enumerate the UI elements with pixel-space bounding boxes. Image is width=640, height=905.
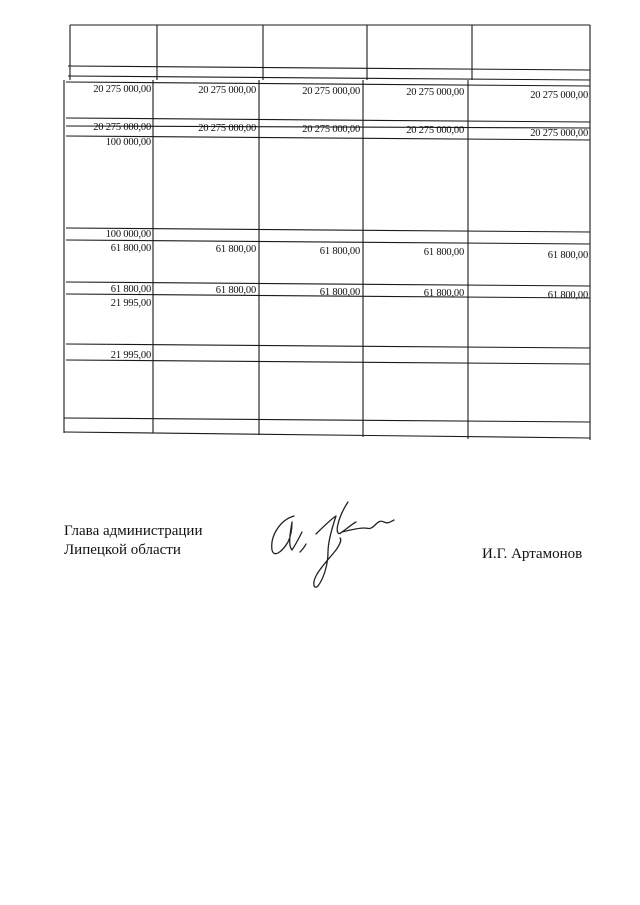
table-cell: 61 800,00: [110, 284, 151, 295]
signer-position-line2: Липецкой области: [64, 542, 181, 558]
table-cell: 20 275 000,00: [302, 86, 360, 97]
signer-position: [64, 522, 202, 560]
table-cell: 20 275 000,00: [530, 128, 588, 139]
table-cell: 61 800,00: [423, 247, 464, 258]
table-cell: 20 275 000,00: [198, 123, 256, 134]
table-cell: 21 995,00: [110, 298, 151, 309]
table-cell: 61 800,00: [215, 285, 256, 296]
table-cell: 61 800,00: [110, 243, 151, 254]
table-cell: 20 275 000,00: [93, 122, 151, 133]
table-cell: 61 800,00: [547, 290, 588, 301]
table-cell: 100 000,00: [105, 229, 151, 240]
table-cell: 61 800,00: [423, 288, 464, 299]
table-cell: 20 275 000,00: [406, 87, 464, 98]
table-cell: 61 800,00: [547, 250, 588, 261]
table-cell: 61 800,00: [319, 287, 360, 298]
table-cell: 21 995,00: [110, 350, 151, 361]
table-cell: 61 800,00: [215, 244, 256, 255]
signer-name: И.Г. Артамонов: [482, 546, 583, 562]
table-cell: 20 275 000,00: [406, 125, 464, 136]
table-cell: 100 000,00: [105, 137, 151, 148]
signer-position-line1: Глава администрации: [64, 523, 203, 539]
table-cell: 61 800,00: [319, 246, 360, 257]
table-cell: 20 275 000,00: [93, 84, 151, 95]
table-cell: 20 275 000,00: [302, 124, 360, 135]
table-cell: 20 275 000,00: [198, 85, 256, 96]
table-cell: 20 275 000,00: [530, 90, 588, 101]
handwritten-signature: [262, 486, 402, 598]
